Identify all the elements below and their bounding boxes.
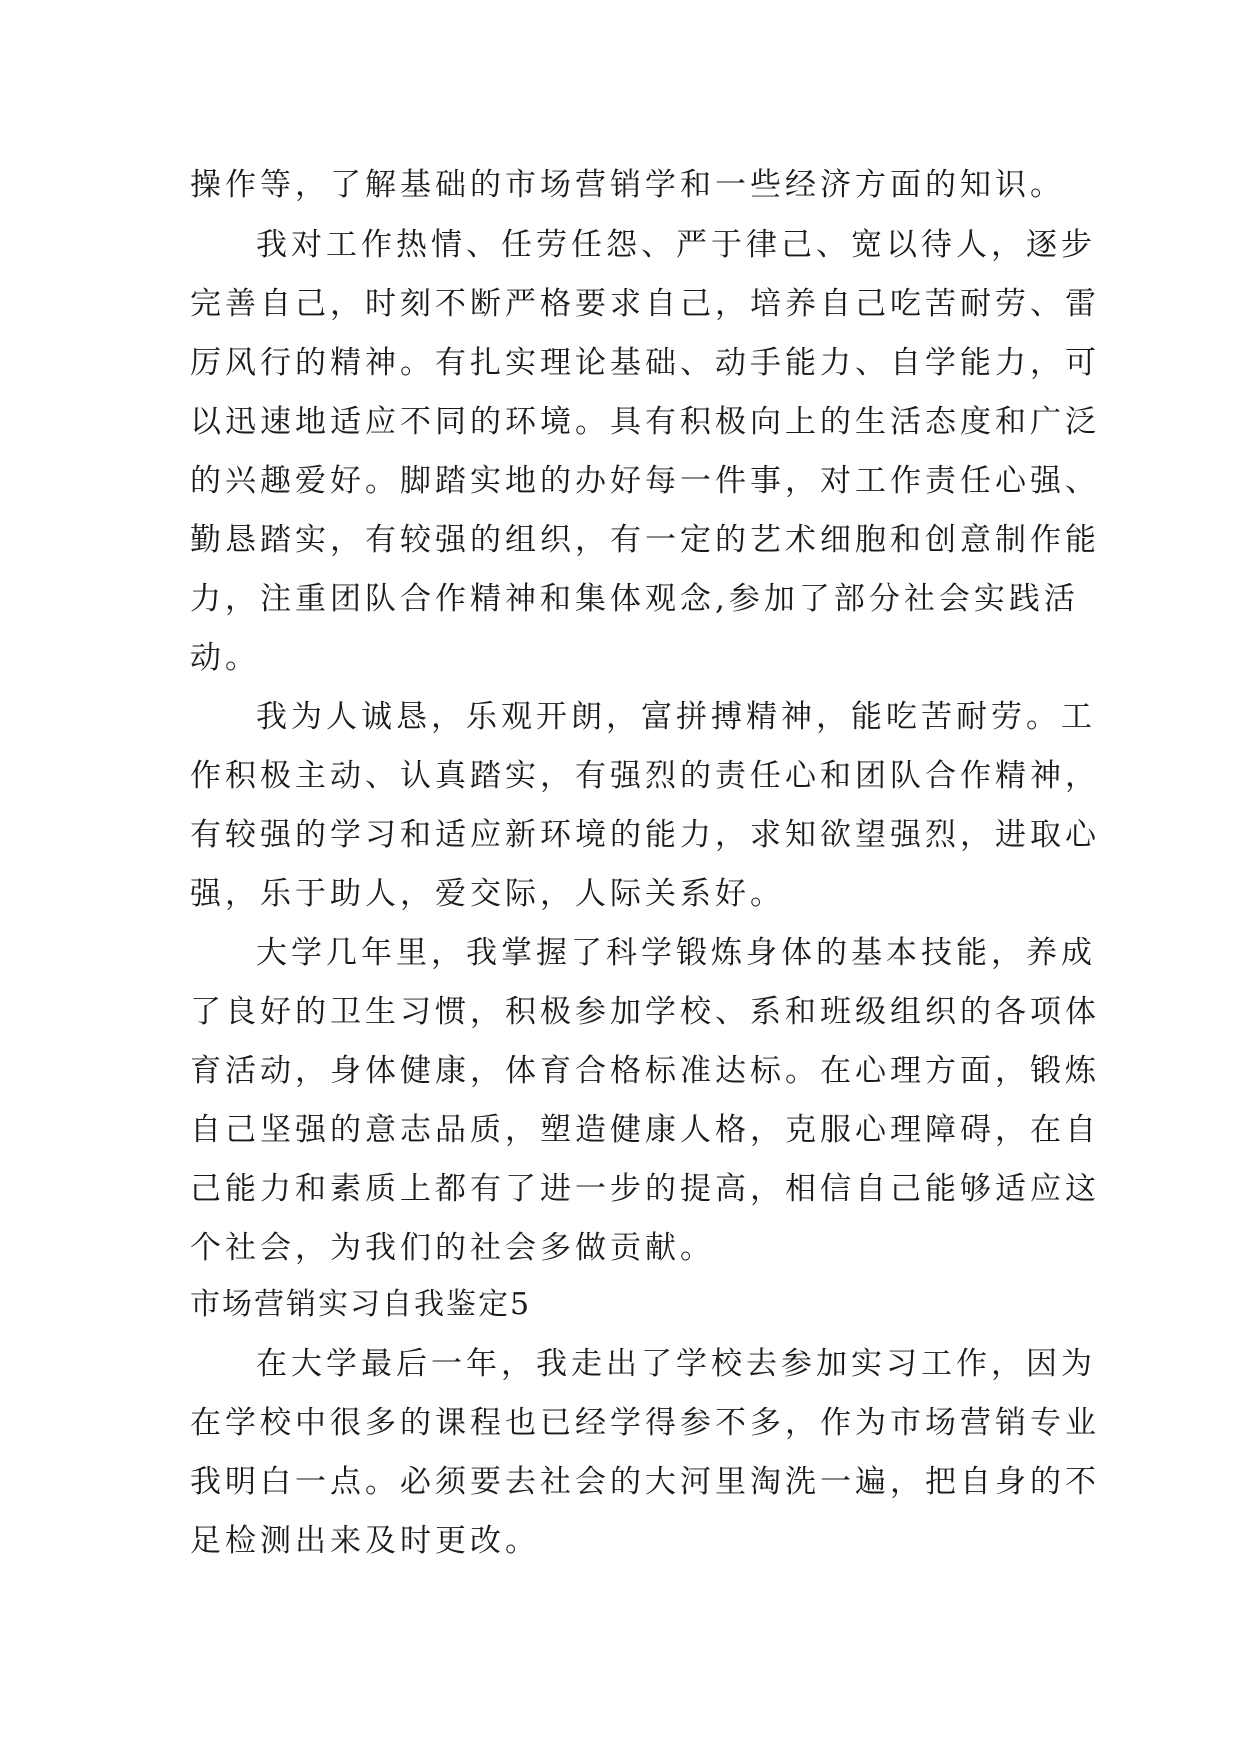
paragraph-line: 力，注重团队合作精神和集体观念,参加了部分社会实践活 [190, 581, 1079, 617]
paragraph-line: 作积极主动、认真踏实，有强烈的责任心和团队合作精神， [190, 758, 1100, 794]
section-heading: 市场营销实习自我鉴定5 [190, 1287, 532, 1322]
paragraph-line: 自己坚强的意志品质，塑造健康人格，克服心理障碍，在自 [190, 1112, 1100, 1148]
paragraph-line: 勤恳踏实，有较强的组织，有一定的艺术细胞和创意制作能 [190, 522, 1100, 558]
paragraph-line: 厉风行的精神。有扎实理论基础、动手能力、自学能力，可 [190, 345, 1100, 381]
paragraph-line: 我明白一点。必须要去社会的大河里淘洗一遍，把自身的不 [190, 1464, 1100, 1500]
paragraph-line: 足检测出来及时更改。 [190, 1523, 540, 1559]
paragraph-line: 个社会，为我们的社会多做贡献。 [190, 1230, 715, 1266]
paragraph-line: 有较强的学习和适应新环境的能力，求知欲望强烈，进取心 [190, 817, 1100, 853]
paragraph-line: 强，乐于助人，爱交际，人际关系好。 [190, 876, 785, 912]
paragraph-line: 完善自己，时刻不断严格要求自己，培养自己吃苦耐劳、雷 [190, 286, 1100, 322]
paragraph-line: 了良好的卫生习惯，积极参加学校、系和班级组织的各项体 [190, 994, 1100, 1030]
paragraph-line: 的兴趣爱好。脚踏实地的办好每一件事，对工作责任心强、 [190, 463, 1100, 499]
paragraph-line: 在学校中很多的课程也已经学得参不多，作为市场营销专业 [190, 1405, 1100, 1441]
paragraph-line: 在大学最后一年，我走出了学校去参加实习工作，因为 [256, 1346, 1096, 1382]
paragraph-line: 己能力和素质上都有了进一步的提高，相信自己能够适应这 [190, 1171, 1100, 1207]
paragraph-line: 以迅速地适应不同的环境。具有积极向上的生活态度和广泛 [190, 404, 1100, 440]
paragraph-line: 育活动，身体健康，体育合格标准达标。在心理方面，锻炼 [190, 1053, 1100, 1089]
paragraph-line: 动。 [190, 640, 260, 676]
paragraph-line: 大学几年里，我掌握了科学锻炼身体的基本技能，养成 [256, 935, 1096, 971]
paragraph-line: 我对工作热情、任劳任怨、严于律己、宽以待人，逐步 [256, 227, 1096, 263]
paragraph-line: 我为人诚恳，乐观开朗，富拼搏精神，能吃苦耐劳。工 [256, 699, 1096, 735]
paragraph-line: 操作等，了解基础的市场营销学和一些经济方面的知识。 [190, 167, 1065, 203]
